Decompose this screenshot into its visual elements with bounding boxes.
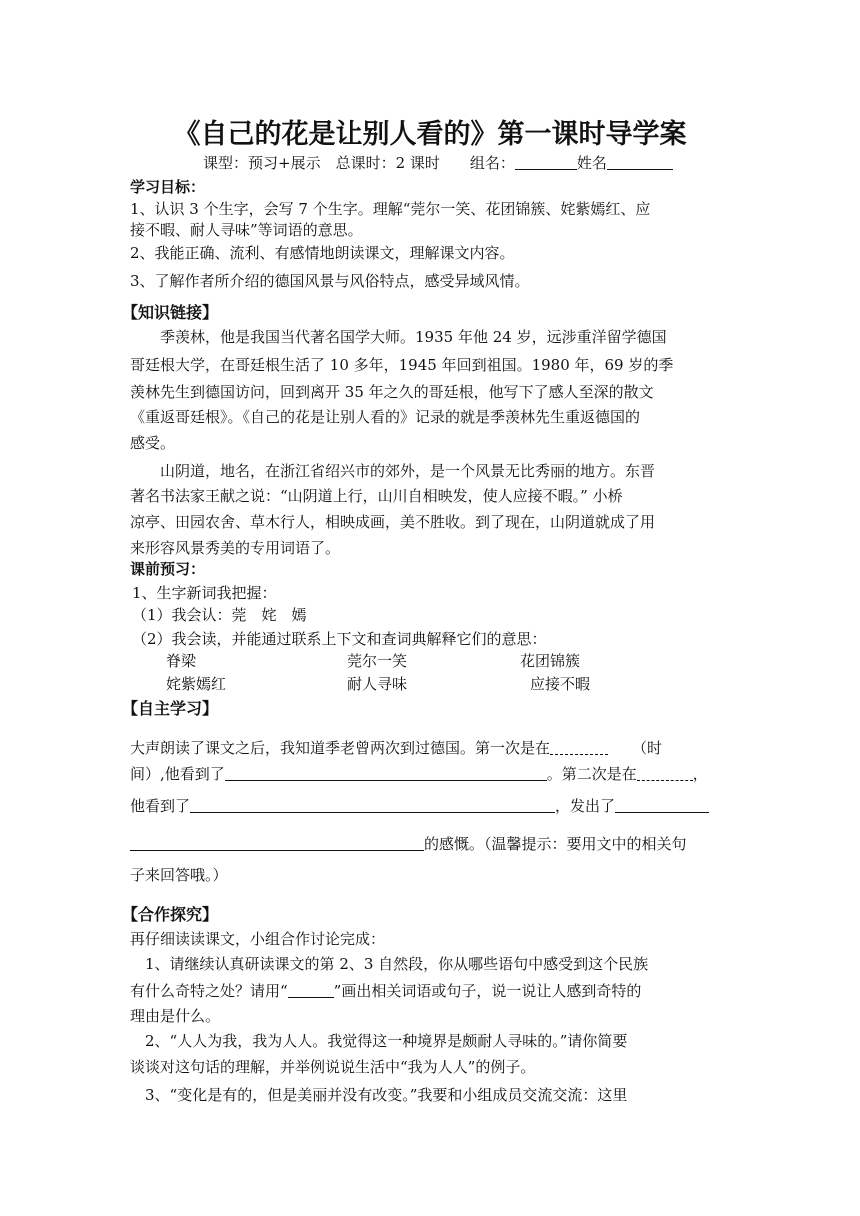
vocab-word: 耐人寻味 — [347, 675, 408, 693]
self-study-line — [130, 737, 662, 758]
question-line: 3、“变化是有的，但是美丽并没有改变。”我要和小组成员交流交流：这里 — [130, 1086, 628, 1104]
goal-line: 3、了解作者所介绍的德国风景与风俗特点，感受异域风情。 — [130, 272, 530, 290]
vocab-word: 应接不暇 — [530, 675, 591, 693]
knowledge-line: 羡林先生到德国访问，回到离开 35 年之久的哥廷根，他写下了感人至深的散文 — [130, 383, 654, 401]
self-study-line — [130, 795, 709, 816]
self-study-line: 子来回答哦。） — [130, 866, 228, 884]
goal-line: 1、认识 3 个生字，会写 7 个生字。理解“莞尔一笑、花团锦簇、姹紫嫣红、应 — [130, 200, 651, 218]
cooperate-intro: 再仔细读读课文，小组合作讨论完成： — [130, 930, 386, 948]
exclamation-blank-start[interactable] — [615, 797, 709, 813]
self-study-heading: 【自主学习】 — [122, 699, 219, 718]
second-visit-saw-blank[interactable] — [190, 797, 555, 813]
question-line: 1、请继续认真研读课文的第 2、3 自然段，你从哪些语句中感受到这个民族 — [130, 955, 649, 973]
goal-line: 2、我能正确、流利、有感情地朗读课文，理解课文内容。 — [130, 244, 515, 262]
preview-item: （2）我会读，并能通过联系上下文和查词典解释它们的意思： — [132, 630, 547, 648]
self-study-text: 他看到了 — [130, 797, 191, 815]
knowledge-line: 来形容风景秀美的专用词语了。 — [130, 539, 341, 557]
self-study-text: （时 — [632, 739, 663, 757]
question-text: 有什么奇特之处？请用“ — [130, 982, 288, 1000]
student-name-blank[interactable] — [607, 153, 673, 170]
question-line: 谈谈对这句话的理解，并举例说说生活中“我为人人”的例子。 — [130, 1058, 536, 1076]
underline-marker-sample — [288, 982, 334, 998]
preview-item: （1）我会认：莞 姹 嫣 — [132, 606, 307, 624]
question-text: ”画出相关词语或句子，说一说让人感到奇特的 — [333, 982, 642, 1000]
vocab-word: 花团锦簇 — [520, 652, 581, 670]
goal-line: 接不暇、耐人寻味”等词语的意思。 — [130, 221, 363, 239]
first-visit-saw-blank[interactable] — [225, 765, 547, 781]
second-visit-time-blank[interactable] — [637, 765, 693, 781]
first-visit-time-blank[interactable] — [550, 739, 608, 755]
question-line: 理由是什么。 — [130, 1007, 221, 1025]
lesson-meta — [203, 152, 673, 173]
preview-heading: 课前预习： — [130, 560, 206, 578]
vocab-word: 姹紫嫣红 — [166, 675, 227, 693]
knowledge-line: 季羡林，他是我国当代著名国学大师。1935 年他 24 岁，远涉重洋留学德国 — [130, 328, 667, 346]
knowledge-line: 山阴道，地名，在浙江省绍兴市的郊外，是一个风景无比秀丽的地方。东晋 — [130, 462, 656, 480]
knowledge-line: 著名书法家王献之说：“山阴道上行，山川自相映发，使人应接不暇。” 小桥 — [130, 487, 623, 505]
knowledge-line: 凉亭、田园农舍、草木行人，相映成画，美不胜收。到了现在，山阴道就成了用 — [130, 513, 656, 531]
group-name-blank[interactable] — [515, 153, 577, 170]
vocab-word: 莞尔一笑 — [347, 652, 408, 670]
goals-heading: 学习目标： — [130, 178, 206, 196]
knowledge-line: 感受。 — [130, 434, 176, 452]
self-study-text: 的感慨。（温馨提示：要用文中的相关句 — [424, 835, 687, 853]
knowledge-heading: 【知识链接】 — [122, 303, 219, 322]
vocab-word: 脊梁 — [166, 652, 197, 670]
self-study-text: 间）,他看到了 — [130, 765, 225, 783]
knowledge-line: 哥廷根大学，在哥廷根生活了 10 多年，1945 年回到祖国。1980 年，69 岁的季 — [130, 356, 674, 374]
page-title: 《自己的花是让别人看的》第一课时导学案 — [173, 119, 687, 150]
self-study-line — [130, 833, 687, 854]
self-study-text: ，发出了 — [555, 797, 616, 815]
exclamation-blank-end[interactable] — [130, 835, 424, 851]
preview-item: 1、生字新词我把握： — [132, 584, 277, 602]
lesson-meta-text: 课型：预习+展示 总课时：2 课时 组名： — [203, 154, 515, 172]
self-study-text: 大声朗读了课文之后，我知道季老曾两次到过德国。第一次是在 — [130, 739, 551, 757]
self-study-text: 。第二次是在 — [546, 765, 637, 783]
self-study-text: ， — [692, 765, 708, 783]
question-line: 2、“人人为我，我为人人。我觉得这一种境界是颇耐人寻味的。”请你简要 — [130, 1032, 628, 1050]
knowledge-line: 《重返哥廷根》。《自己的花是让别人看的》记录的就是季羡林先生重返德国的 — [130, 408, 641, 426]
self-study-line — [130, 763, 708, 784]
question-line — [130, 980, 641, 1001]
name-label: 姓名 — [576, 154, 607, 172]
cooperate-heading: 【合作探究】 — [122, 905, 219, 924]
